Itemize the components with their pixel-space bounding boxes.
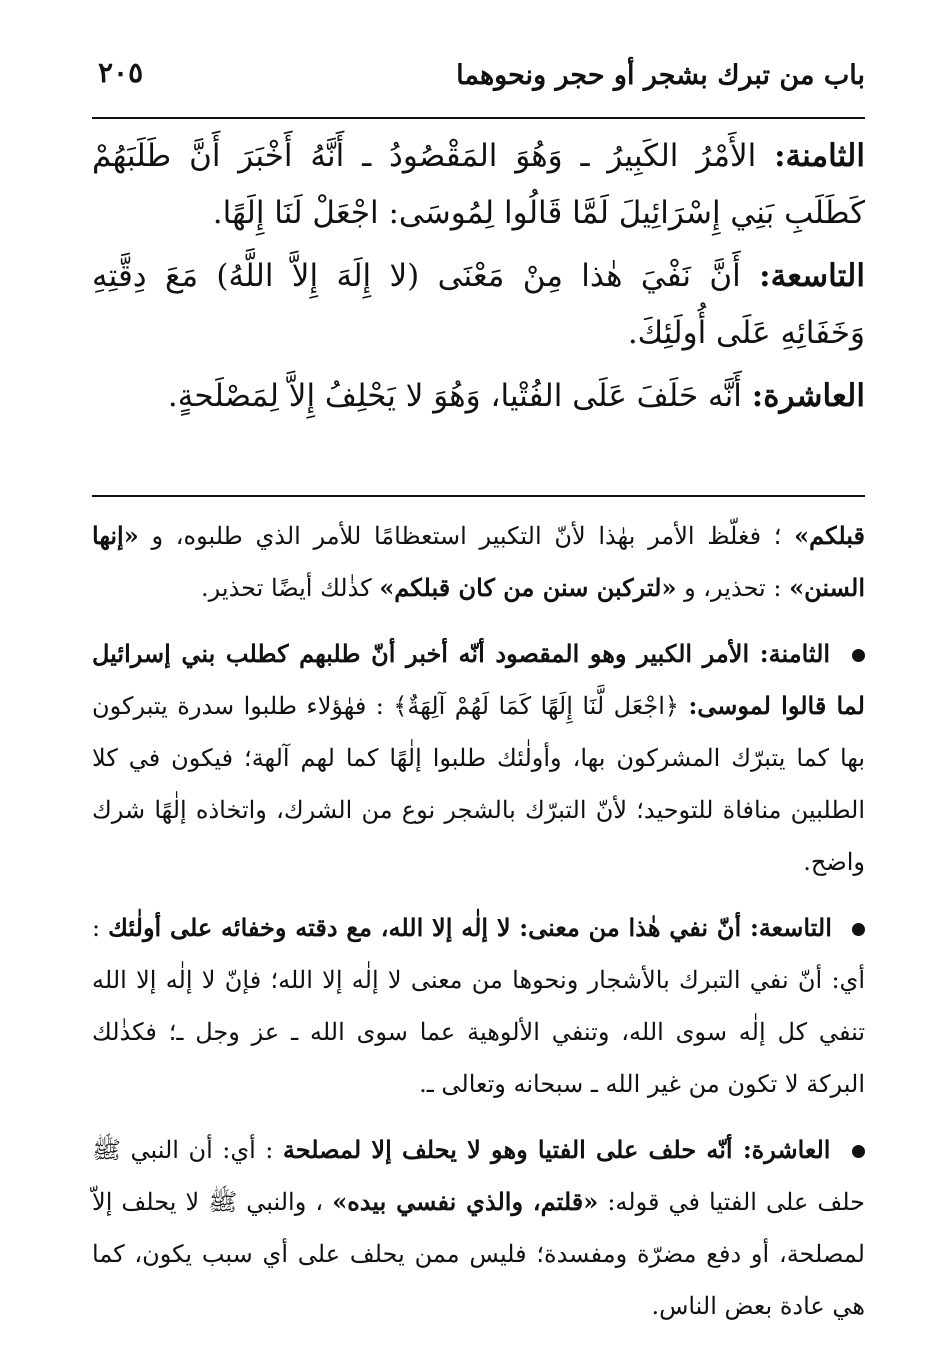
commentary-eighth-heading: الثامنة: الأمر الكبير وهو المقصود أنّه أخبر أنّ طلبهم كطلب بني إسرائيل لما قالوا لموسى: [92,639,865,720]
quote-these-are-ways: «إنها السنن» [92,521,865,602]
bullet-icon [852,923,865,936]
commentary-tenth-heading: العاشرة: أنّه حلف على الفتيا وهو لا يحلف إلا لمصلحة [282,1135,831,1164]
issue-eighth-label: الثامنة: [774,138,865,174]
quran-quote: ﴿اجْعَل لَّنَا إِلَهًا كَمَا لَهُمْ آلِهَةٌ﴾ [393,692,679,720]
page-header [92,54,865,102]
bullet-icon [852,649,865,662]
page-number: ٢٠٥ [98,56,144,89]
issue-ninth [92,248,865,362]
continuation-text-3: كذٰلك أيضًا تحذير. [201,574,372,602]
issue-ninth-text: أَنَّ نَفْيَ هٰذا مِنْ مَعْنَى (لا إِلَهَ إِلاَّ اللَّهُ) مَعَ دِقَّتِهِ وَخَفَائِهِ عَلَى أُولَئِكَ. [92,258,865,351]
commentary-ninth-text: : أي: أنّ نفي التبرك بالأشجار ونحوها من معنى لا إلٰه إلا الله؛ فإنّ لا إلٰه إلا الله تنفي كل إلٰه سوى الله، وتنفي الألوهية عما سوى الله ـ عز وجل ـ؛ فكذٰلك البركة لا تكون من غير الله ـ سبحانه وتعالى ـ. [92,914,866,1098]
issue-eighth-text: الأَمْرُ الكَبِيرُ ـ وَهُوَ المَقْصُودُ ـ أَنَّهُ أَخْبَرَ أَنَّ طَلَبَهُمْ كَطَلَبِ بَنِي إِسْرَائِيلَ لَمَّا قَالُوا لِمُوسَى: اجْعَلْ لَنَا إِلَهًا. [92,138,865,231]
continuation-text-1: ؛ فغلّظ الأمر بهٰذا لأنّ التكبير استعظامًا للأمر الذي طلبوه، و [151,522,782,550]
commentary-eighth [92,628,865,888]
issue-tenth-label: العاشرة: [751,378,865,414]
commentary-continuation [92,510,865,614]
quote-you-said: «قلتم، والذي نفسي بيده» [332,1187,599,1216]
running-head: باب من تبرك بشجر أو حجر ونحوهما [456,60,865,91]
commentary-divider [92,495,865,497]
main-text [92,128,865,431]
header-divider [92,117,865,119]
continuation-text-2: : تحذير، و [676,574,782,602]
bullet-icon [852,1145,865,1158]
issue-tenth-text: أَنَّه حَلَفَ عَلَى الفُتْيا، وَهُوَ لا يَحْلِفُ إِلاَّ لِمَصْلَحةٍ. [167,378,742,414]
commentary-ninth [92,902,865,1110]
quote-you-will-follow: «لتركبن سنن من كان قبلكم» [379,573,677,602]
issue-ninth-label: التاسعة: [759,258,865,294]
commentary-ninth-heading: التاسعة: أنّ نفي هٰذا من معنى: لا إلٰه إلا الله، مع دقته وخفائه على أولٰئك [108,913,832,942]
commentary [92,510,865,1346]
issue-eighth [92,128,865,242]
issue-tenth [92,368,865,425]
commentary-tenth-text-1: : أي: أن النبي ﷺ حلف على الفتيا في قوله: [92,1136,865,1216]
commentary-tenth-text-2: ، والنبي ﷺ لا يحلف إلاّ لمصلحة، أو دفع مضرّة ومفسدة؛ فليس ممن يحلف على أي سبب يكون، كما هي عادة بعض الناس. [92,1188,865,1320]
commentary-eighth-text: : فهٰؤلاء طلبوا سدرة يتبركون بها كما يتبرّك المشركون بها، وأولٰئك طلبوا إلٰهًا كما لهم آلهة؛ فيكون في كلا الطلبين منافاة للتوحيد؛ لأنّ التبرّك بالشجر نوع من الشرك، واتخاذه إلٰهًا شرك واضح. [92,692,865,876]
commentary-tenth [92,1124,865,1332]
quote-before-you: قبلكم» [794,521,865,550]
